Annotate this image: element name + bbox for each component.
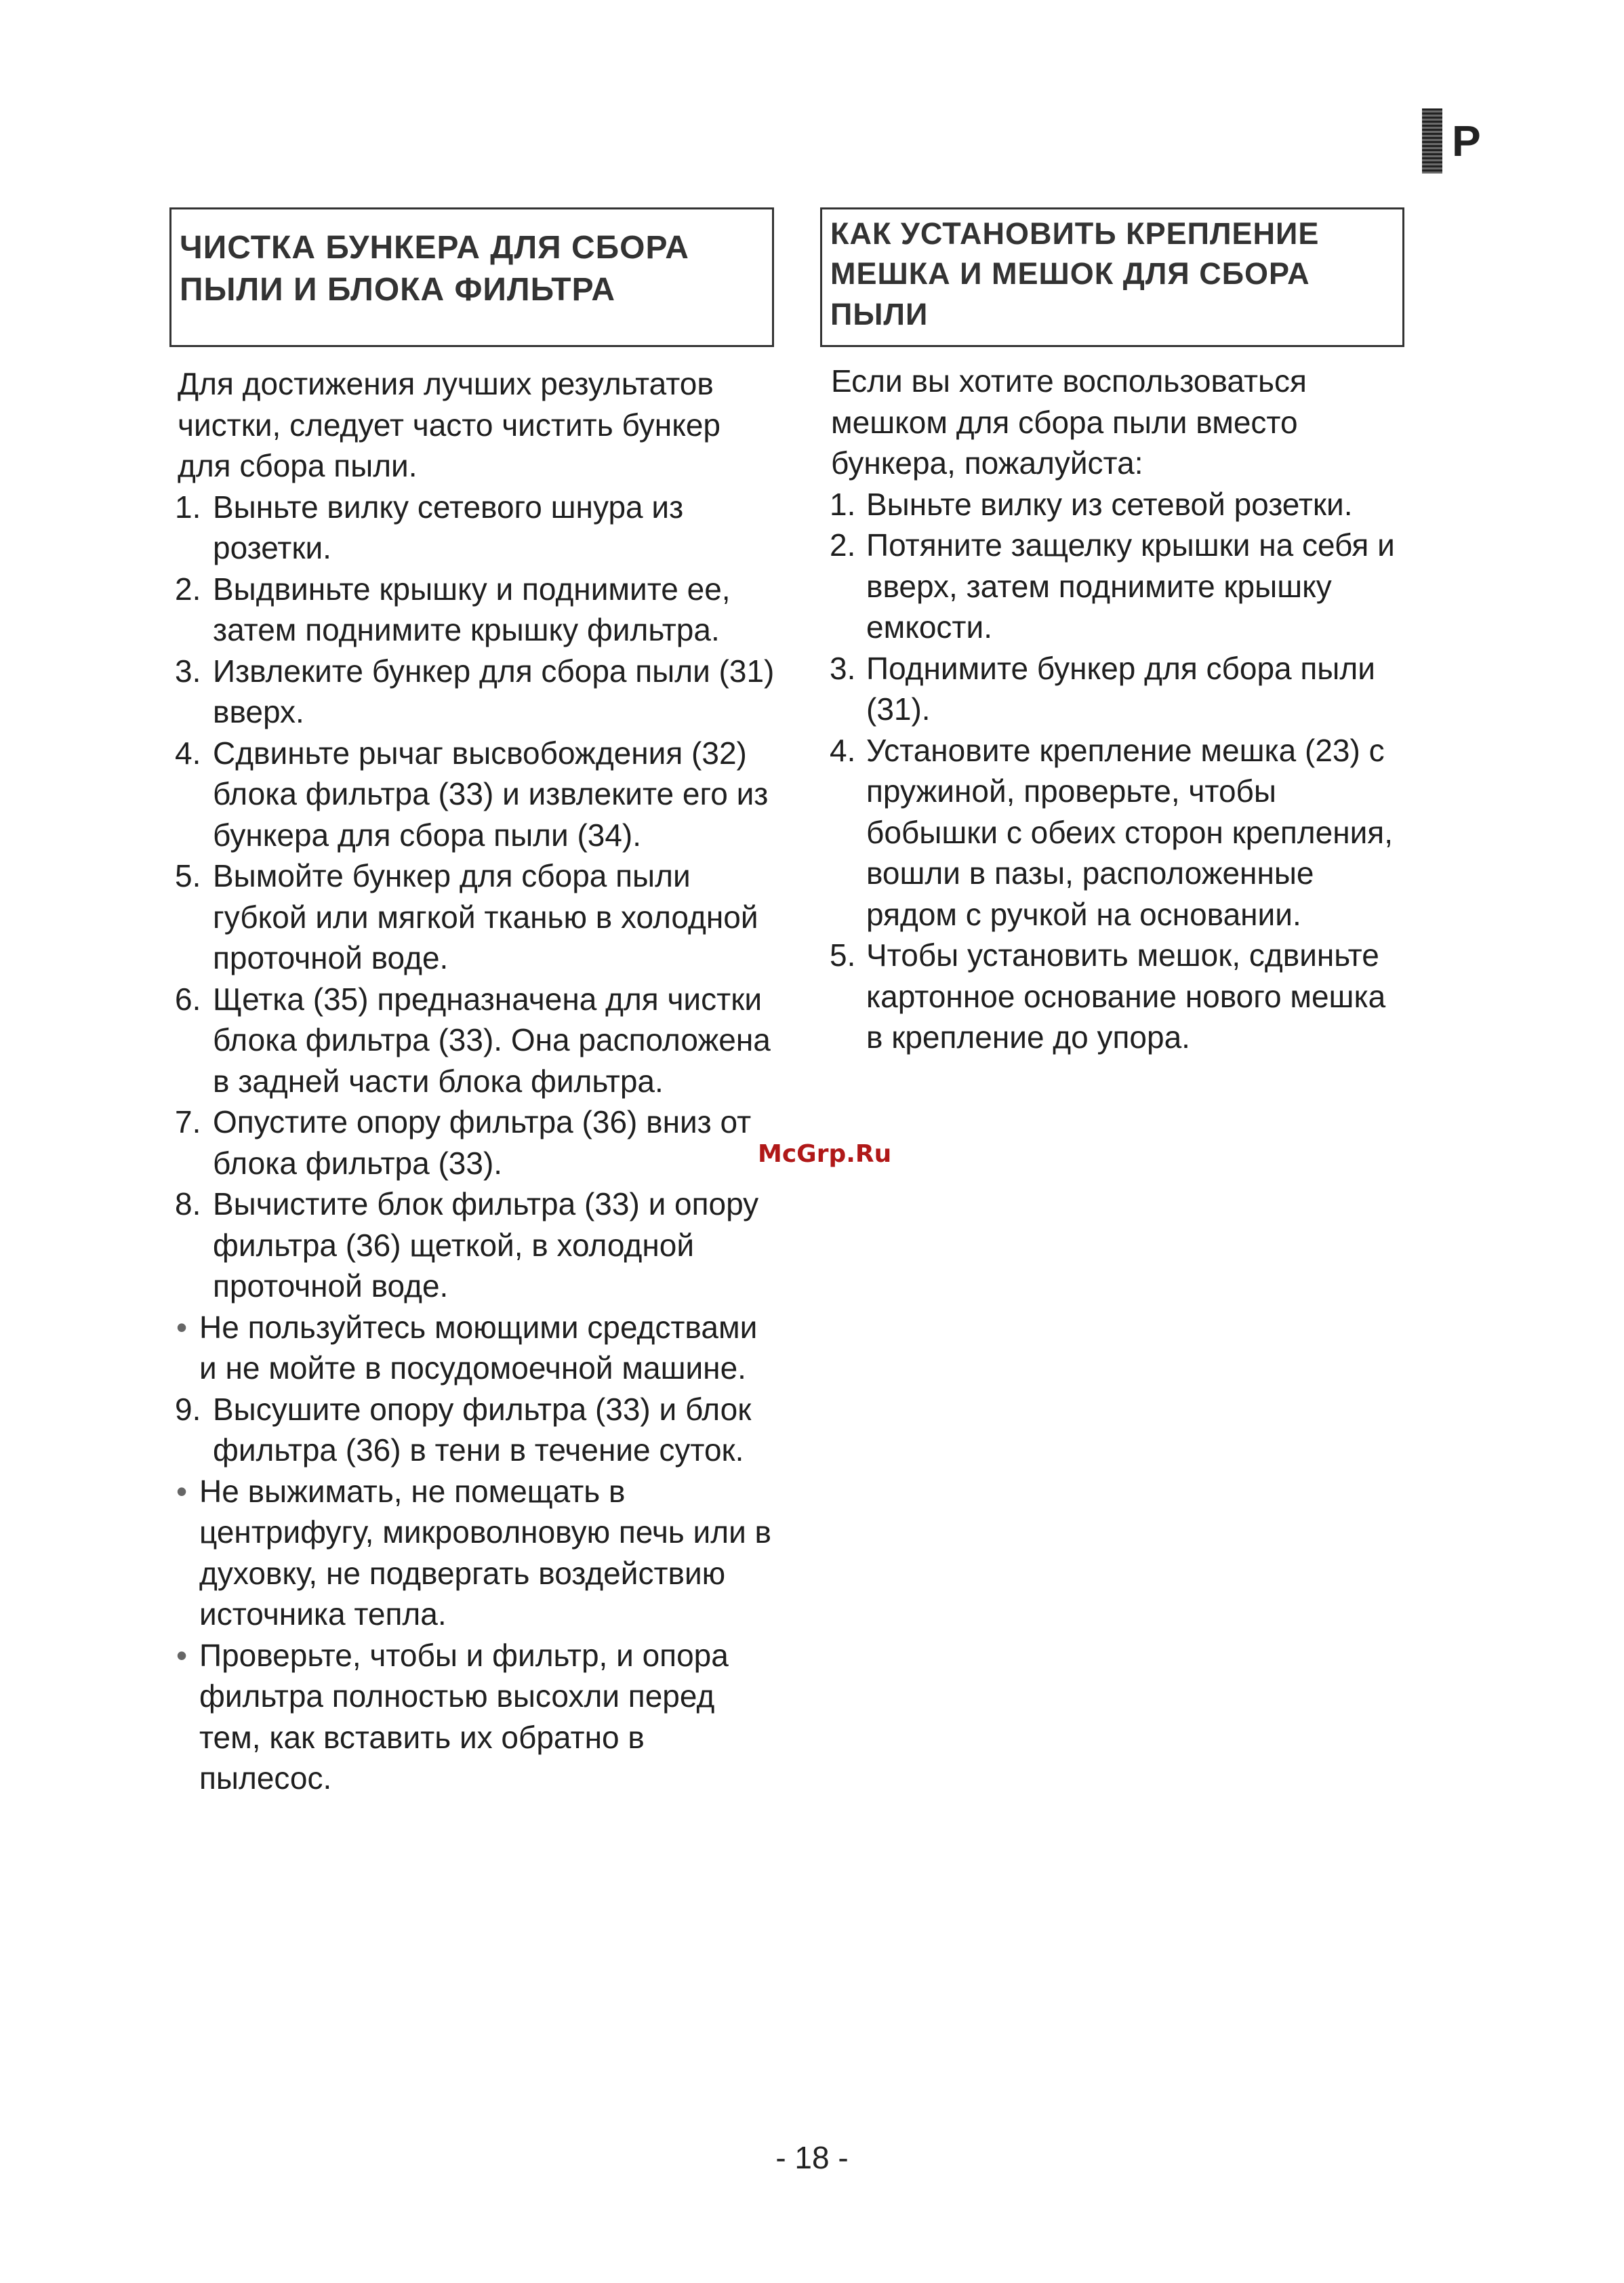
step-number: 2. — [175, 571, 201, 607]
right-instruction-list — [820, 484, 1403, 1058]
step-text: Потяните защелку крышки на себя и вверх, затем поднимите крышку емкости. — [866, 527, 1395, 645]
step-number: 7. — [175, 1104, 201, 1139]
instruction-step — [169, 979, 779, 1102]
bullet-note — [169, 1635, 779, 1799]
language-tab-letter: P — [1452, 117, 1481, 165]
step-number: 1. — [830, 486, 856, 522]
watermark: McGrp.Ru — [758, 1140, 892, 1168]
instruction-step — [169, 651, 779, 733]
bullet-marker: • — [176, 1473, 188, 1509]
page-number: - 18 - — [775, 2140, 849, 2175]
step-text: Вымойте бункер для сбора пыли губкой или мягкой тканью в холодной проточной воде. — [213, 858, 758, 975]
step-number: 6. — [175, 981, 201, 1017]
bullet-marker: • — [176, 1309, 188, 1345]
right-column — [820, 207, 1403, 1058]
instruction-step — [820, 648, 1403, 730]
left-instruction-list — [169, 487, 779, 1799]
instruction-step — [169, 855, 779, 979]
bullet-text: Не выжимать, не помещать в центрифугу, микроволновую печь или в духовку, не подвергать воздействию источника тепла. — [199, 1473, 771, 1632]
step-number: 9. — [175, 1391, 201, 1427]
instruction-step — [820, 525, 1403, 648]
left-section-body — [169, 363, 779, 1799]
instruction-step — [169, 733, 779, 856]
bullet-note — [169, 1307, 779, 1389]
step-number: 4. — [830, 732, 856, 768]
step-number: 3. — [175, 653, 201, 689]
bullet-text: Не пользуйтесь моющими средствами и не мойте в посудомоечной машине. — [199, 1309, 758, 1386]
right-section-body — [820, 361, 1403, 1058]
right-intro: Если вы хотите воспользоваться мешком для сбора пыли вместо бункера, пожалуйста: — [831, 363, 1307, 481]
bullet-text: Проверьте, чтобы и фильтр, и опора фильтра полностью высохли перед тем, как вставить их обратно в пылесос. — [199, 1637, 729, 1796]
step-number: 3. — [830, 650, 856, 686]
step-text: Опустите опору фильтра (36) вниз от блока фильтра (33). — [213, 1104, 752, 1181]
step-number: 4. — [175, 735, 201, 771]
bullet-marker: • — [176, 1637, 188, 1673]
instruction-step — [169, 569, 779, 651]
step-number: 1. — [175, 489, 201, 525]
step-number: 2. — [830, 527, 856, 563]
instruction-step — [169, 487, 779, 569]
step-number: 8. — [175, 1186, 201, 1221]
step-text: Выдвиньте крышку и поднимите ее, затем поднимите крышку фильтра. — [213, 571, 731, 647]
step-text: Сдвиньте рычаг высвобождения (32) блока фильтра (33) и извлеките его из бункера для сбора пыли (34). — [213, 735, 769, 853]
step-number: 5. — [830, 937, 856, 973]
instruction-step — [820, 730, 1403, 935]
instruction-step — [169, 1184, 779, 1307]
step-number: 5. — [175, 858, 201, 893]
language-tab-bar — [1422, 108, 1442, 174]
left-section-heading: ЧИСТКА БУНКЕРА ДЛЯ СБОРА ПЫЛИ И БЛОКА ФИЛЬТРА — [169, 207, 774, 347]
left-column — [169, 207, 779, 1799]
step-text: Чтобы установить мешок, сдвиньте картонное основание нового мешка в крепление до упора. — [866, 937, 1386, 1055]
language-tab — [1422, 108, 1481, 174]
step-text: Извлеките бункер для сбора пыли (31) вверх. — [213, 653, 775, 729]
step-text: Щетка (35) предназначена для чистки блока фильтра (33). Она расположена в задней части блока фильтра. — [213, 981, 771, 1099]
left-intro: Для достижения лучших результатов чистки, следует часто чистить бункер для сбора пыли. — [178, 366, 721, 483]
instruction-step — [820, 935, 1403, 1058]
step-text: Установите крепление мешка (23) с пружиной, проверьте, чтобы бобышки с обеих сторон крепления, вошли в пазы, расположенные рядом с ручкой на основании. — [866, 732, 1393, 932]
step-text: Выньте вилку сетевого шнура из розетки. — [213, 489, 684, 565]
step-text: Выньте вилку из сетевой розетки. — [866, 486, 1353, 522]
instruction-step — [169, 1389, 779, 1471]
step-text: Поднимите бункер для сбора пыли (31). — [866, 650, 1375, 727]
step-text: Вычистите блок фильтра (33) и опору фильтра (36) щеткой, в холодной проточной воде. — [213, 1186, 759, 1304]
right-section-heading: КАК УСТАНОВИТЬ КРЕПЛЕНИЕ МЕШКА И МЕШОК ДЛЯ СБОРА ПЫЛИ — [820, 207, 1404, 347]
step-text: Высушите опору фильтра (33) и блок фильтра (36) в тени в течение суток. — [213, 1391, 752, 1468]
instruction-step — [820, 484, 1403, 525]
bullet-note — [169, 1471, 779, 1635]
instruction-step — [169, 1102, 779, 1184]
